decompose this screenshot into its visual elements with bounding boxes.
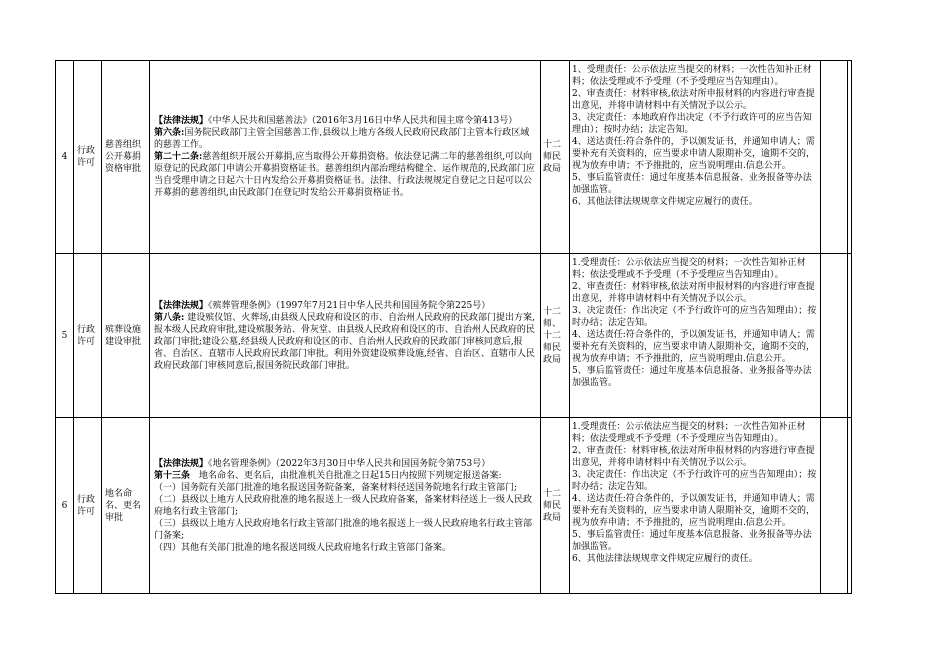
legal-basis-title: 《地名管理条例》（2022年3月30日中华人民共和国国务院令第753号） <box>208 458 491 469</box>
responsibility-item: 6、其他法律法规规章文件规定应履行的责任。 <box>572 197 758 207</box>
responsibility-item: 3、决定责任：本地政府作出决定（不予行政许可的应当告知理由）；按时办结；法定告知。 <box>572 113 812 135</box>
clause-text: （三）县级以上地方人民政府地名行政主管部门批准的地名报送上一级人民政府地名行政主管部门备案; <box>154 518 533 541</box>
responsibility-item: 1、受理责任：公示依法应当提交的材料；一次性告知补正材料；依法受理或不予受理（不予受理应当告知理由）。 <box>572 65 812 87</box>
row-category: 行政许可 <box>74 61 102 254</box>
row-extra-cell <box>848 418 852 594</box>
row-item-name: 慈善组织公开募捐资格审批 <box>102 61 150 254</box>
row-responsibilities <box>570 254 821 418</box>
clause-number: 第十三条 <box>154 470 191 481</box>
clause-text: 地名命名、更名后，由批准机关自批准之日起15日内按照下列规定报送备案: <box>190 470 502 481</box>
responsibility-item: 3、决定责任：作出决定（不予行政许可的应当告知理由）；按时办结；法定告知。 <box>572 306 817 328</box>
row-responsibilities <box>570 418 821 594</box>
row-extra-cell <box>848 254 852 418</box>
clause-number: 第二十二条: <box>154 152 203 162</box>
row-category: 行政许可 <box>74 418 102 594</box>
row-legal-basis <box>150 61 541 254</box>
row-legal-basis <box>150 254 541 418</box>
responsibility-item: 4、送达责任:符合条件的，予以颁发证书，并通知申请人；需要补充有关资料的，应当要求申请人限期补交，逾期不交的，视为放弃申请；不予推批的，应当说明理由.信息公开。 <box>572 137 816 171</box>
legal-basis-label: 【法律法规】 <box>154 116 209 126</box>
responsibility-item: 1.受理责任：公示依法应当提交的材料；一次性告知补正材料；依法受理或不予受理（不予受理应当告知理由）。 <box>572 422 806 444</box>
legal-clause <box>154 127 536 151</box>
power-list-table <box>55 60 852 594</box>
row-remark-cell <box>821 418 848 594</box>
responsibility-item: 2、审查责任：材料审核,依法对所申报材料的内容进行审查提出意见，并将申请材料中有关情况予以公示。 <box>572 89 815 111</box>
table-row <box>56 61 852 254</box>
responsibility-item: 5、事后监管责任：通过年度基本信息报备、业务报备等办法加强监管。 <box>572 366 812 388</box>
table-body <box>56 61 852 594</box>
legal-clause <box>154 542 536 554</box>
responsibility-item: 2、审查责任：材料审核,依法对所申报材料的内容进行审查提出意见，并将申请材料中有关情况予以公示。 <box>572 282 815 304</box>
row-legal-basis <box>150 418 541 594</box>
row-remark-cell <box>821 61 848 254</box>
clause-text: 国务院民政部门主管全国慈善工作,县级以上地方各级人民政府民政部门主管本行政区域的慈善工作。 <box>154 128 530 150</box>
responsibility-item: 5、事后监管责任：通过年度基本信息报备、业务报备等办法加强监管。 <box>572 530 812 552</box>
responsibility-item: 1.受理责任：公示依法应当提交的材料；一次性告知补正材料；依法受理或不予受理（不予受理应当告知理由）。 <box>572 258 806 280</box>
row-item-name: 殡葬设施建设审批 <box>102 254 150 418</box>
row-responsibilities <box>570 61 821 254</box>
row-number: 6 <box>56 418 74 594</box>
row-department: 十二师民政局 <box>541 61 570 254</box>
clause-text: （二）县级以上地方人民政府批准的地名报送上一级人民政府备案，备案材料径送上一级人民政府地名行政主管部门; <box>154 494 533 517</box>
legal-clause <box>154 312 536 372</box>
clause-number: 第六条: <box>154 128 185 138</box>
legal-basis-heading <box>154 115 536 127</box>
clause-text: （一）国务院有关部门批准的地名报送国务院备案，备案材料径送国务院地名行政主管部门; <box>154 482 518 493</box>
row-department: 十二师民政局 <box>541 418 570 594</box>
legal-basis-heading <box>154 300 536 312</box>
legal-basis-label: 【法律法规】 <box>154 458 209 469</box>
responsibility-item: 4、送达责任:符合条件的，予以颁发证书，并通知申请人；需要补充有关资料的，应当要求申请人限期补交，逾期不交的，视为放弃申请；不予推批的，应当说明理由.信息公开。 <box>572 330 816 364</box>
clause-text: 建设殡仪馆、火葬场,由县级人民政府和设区的市、自治州人民政府的民政部门提出方案,报本级人民政府审批,建设殡服务站、骨灰堂、由县级人民政府和设区的市、自治州人民政府的民政部门审批;建设公墓,经县级人民政府和设区的市、自治州人民政府的民政部门审核同意后,报省、自治区、直辖市人民政府民政部门审批。利用外资建设殡葬设施,经省、自治区、直辖市人民政府民政部门审核同意后,报国务院民政部门审批。 <box>154 312 535 371</box>
row-department: 十二师、十二师民政局 <box>541 254 570 418</box>
row-number: 4 <box>56 61 74 254</box>
responsibility-item: 2、审查责任：材料审核,依法对所申报材料的内容进行审查提出意见，并将申请材料中有关情况予以公示。 <box>572 446 815 468</box>
row-category: 行政许可 <box>74 254 102 418</box>
clause-number: 第八条: <box>154 312 185 323</box>
legal-clause <box>154 482 536 494</box>
responsibility-item: 4、送达责任:符合条件的，予以颁发证书，并通知申请人；需要补充有关资料的，应当要求申请人限期补交，逾期不交的，视为放弃申请；不予推批的，应当说明理由.信息公开。 <box>572 494 816 528</box>
legal-basis-title: 《中华人民共和国慈善法》（2016年3月16日中华人民共和国主席令第413号） <box>208 116 518 126</box>
legal-basis-title: 《殡葬管理条例》（1997年7月21日中华人民共和国国务院令第225号） <box>208 300 491 311</box>
row-remark-cell <box>821 254 848 418</box>
legal-clause <box>154 518 536 542</box>
table-row <box>56 418 852 594</box>
clause-text: 慈善组织开展公开募捐,应当取得公开募捐资格。依法登记满二年的慈善组织,可以向原登记的民政部门申请公开募捐资格证书。慈善组织内部治理结构健全、运作规范的,民政部门应当自受理申请之日起六十日内发给公开募捐资格证书。法律、行政法规规定自登记之日起可以公开募捐的慈善组织,由民政部门在登记时发给公开募捐资格证书。 <box>154 152 535 198</box>
legal-clause <box>154 470 536 482</box>
row-item-name: 地名命名、更名审批 <box>102 418 150 594</box>
legal-basis-heading <box>154 458 536 470</box>
responsibility-item: 5、事后监管责任：通过年度基本信息报备、业务报备等办法加强监管。 <box>572 173 812 195</box>
table-row <box>56 254 852 418</box>
legal-clause <box>154 494 536 518</box>
row-number: 5 <box>56 254 74 418</box>
responsibility-item: 3、决定责任：作出决定（不予行政许可的应当告知理由）；按时办结；法定告知。 <box>572 470 817 492</box>
responsibility-item: 6、其他法律法规规章文件规定应履行的责任。 <box>572 554 758 564</box>
legal-basis-label: 【法律法规】 <box>154 300 209 311</box>
legal-clause <box>154 151 536 199</box>
clause-text: （四）其他有关部门批准的地名报送同级人民政府地名行政主管部门备案。 <box>154 542 452 553</box>
row-extra-cell <box>848 61 852 254</box>
